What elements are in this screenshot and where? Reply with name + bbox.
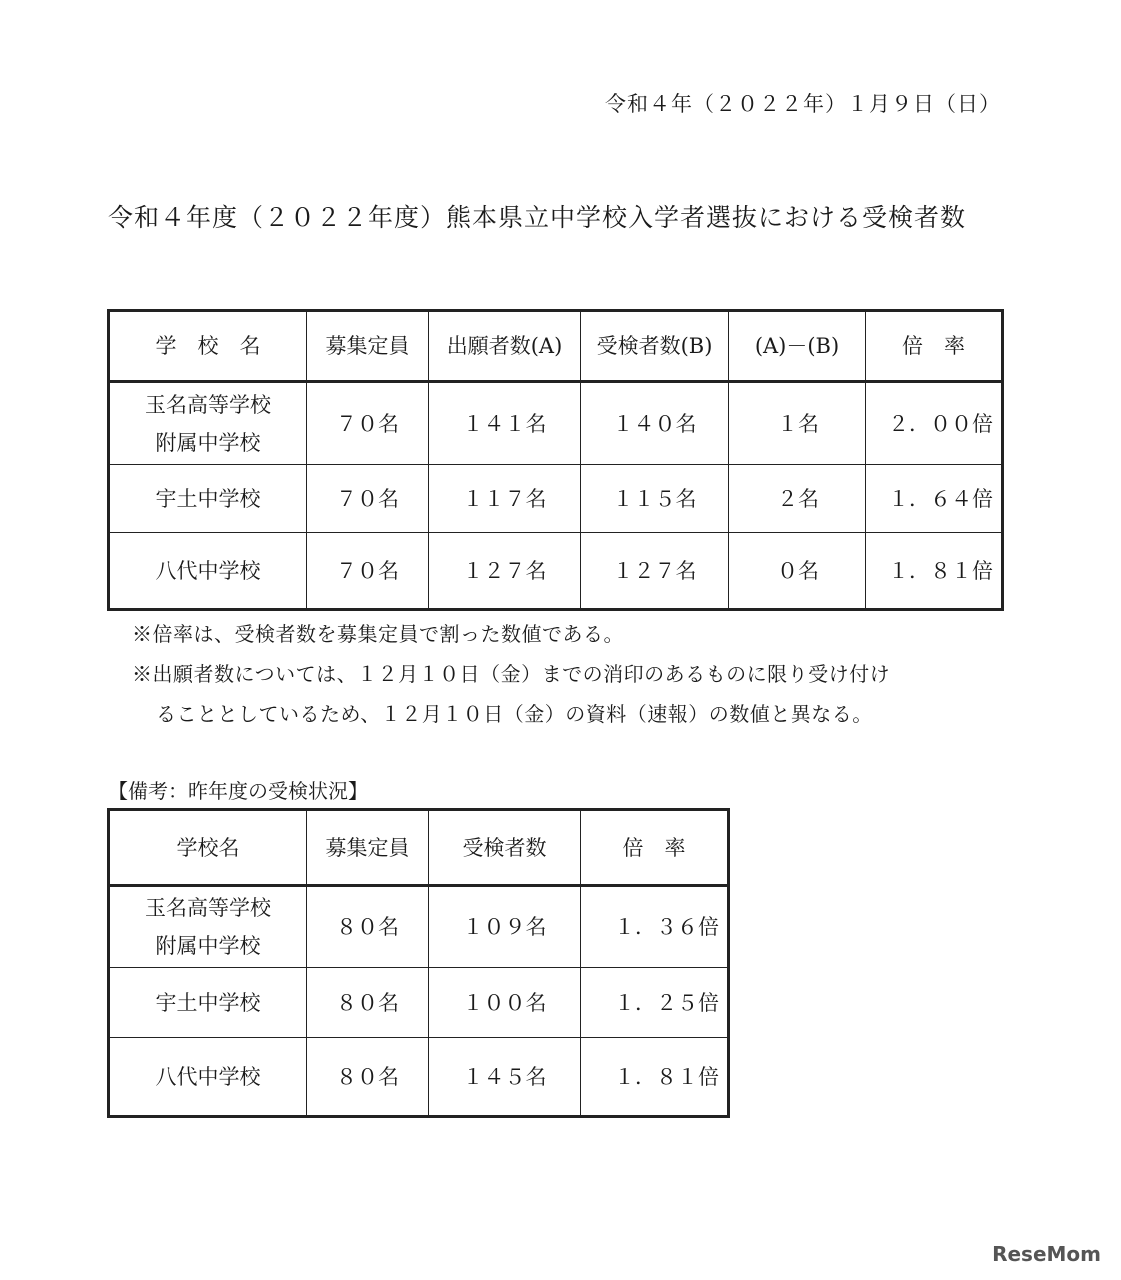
capacity-cell: ７０名 [307,382,429,465]
table-header-row [109,810,729,886]
capacity-cell: ８０名 [307,968,429,1038]
examinees-cell: １４０名 [581,382,729,465]
rate-cell: １．８１倍 [866,533,1003,610]
header-school: 学 校 名 [109,311,307,382]
examinees-cell: １２７名 [581,533,729,610]
school-name: 玉名高等学校 [145,392,271,417]
header-difference: (A)－(B) [729,311,866,382]
difference-cell: ０名 [729,533,866,610]
difference-cell: １名 [729,382,866,465]
school-cell: 八代中学校 [109,1038,307,1117]
table-row [109,1038,729,1117]
rate-cell: １．６４倍 [866,465,1003,533]
header-rate: 倍 率 [866,311,1003,382]
header-examinees: 受検者数(B) [581,311,729,382]
rate-cell: ２．００倍 [866,382,1003,465]
remark-title: 【備考：昨年度の受検状況】 [108,779,368,803]
school-name-line2: 附属中学校 [155,934,261,958]
capacity-cell: ８０名 [307,1038,429,1117]
header-capacity: 募集定員 [307,311,429,382]
header-examinees: 受検者数 [429,810,581,886]
header-applicants: 出願者数(A) [429,311,581,382]
resemom-logo: ReseMom [992,1242,1101,1266]
applicants-cell: １４１名 [429,382,581,465]
header-school: 学校名 [109,810,307,886]
school-name: 玉名高等学校 [145,896,271,920]
applicants-cell: １２７名 [429,533,581,610]
table-row [109,533,1003,610]
school-cell [109,886,307,968]
document-date: 令和４年（２０２２年）１月９日（日） [605,92,1001,116]
previous-year-table [107,808,730,1118]
header-capacity: 募集定員 [307,810,429,886]
note-rate: ※倍率は、受検者数を募集定員で割った数値である。 [132,622,624,646]
header-rate: 倍 率 [581,810,729,886]
table-row [109,886,729,968]
rate-cell: １．３６倍 [581,886,729,968]
current-year-table [107,309,1004,611]
school-cell: 宇土中学校 [109,465,307,533]
applicants-cell: １１７名 [429,465,581,533]
difference-cell: ２名 [729,465,866,533]
table-row [109,382,1003,465]
rate-cell: １．２５倍 [581,968,729,1038]
table-header-row [109,311,1003,382]
table-row [109,465,1003,533]
note-applicants-line1: ※出願者数については、１２月１０日（金）までの消印のあるものに限り受け付け [132,662,891,686]
document-title: 令和４年度（２０２２年度）熊本県立中学校入学者選抜における受検者数 [108,203,967,232]
note-applicants-line2: ることとしているため、１２月１０日（金）の資料（速報）の数値と異なる。 [156,702,873,726]
capacity-cell: ７０名 [307,533,429,610]
school-cell [109,382,307,465]
table-row [109,968,729,1038]
school-name-line2: 附属中学校 [155,430,261,455]
examinees-cell: １００名 [429,968,581,1038]
examinees-cell: １１５名 [581,465,729,533]
examinees-cell: １４５名 [429,1038,581,1117]
capacity-cell: ８０名 [307,886,429,968]
rate-cell: １．８１倍 [581,1038,729,1117]
school-cell: 宇土中学校 [109,968,307,1038]
capacity-cell: ７０名 [307,465,429,533]
school-cell: 八代中学校 [109,533,307,610]
examinees-cell: １０９名 [429,886,581,968]
